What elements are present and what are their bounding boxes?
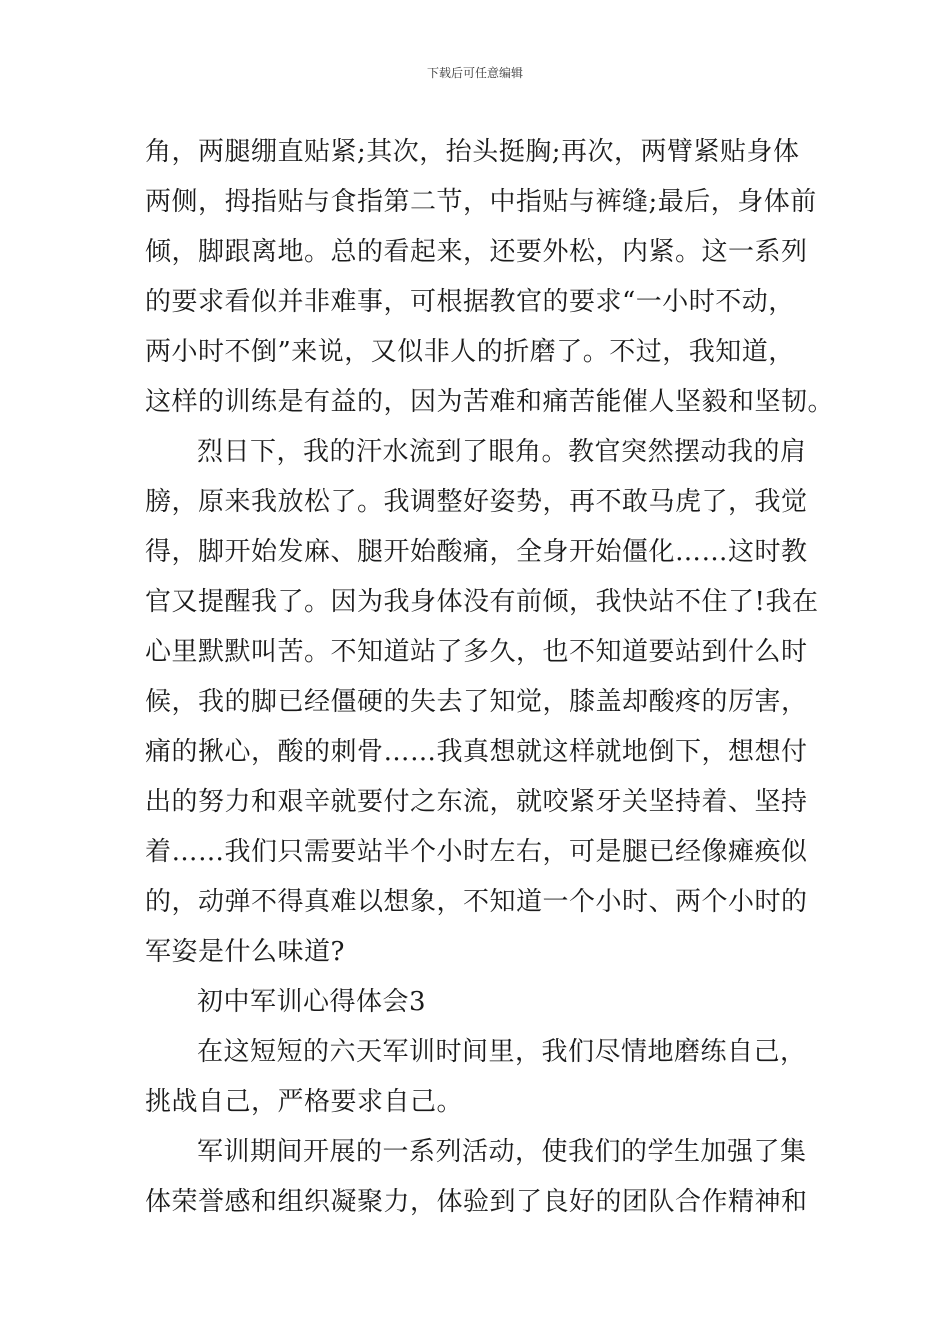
text-line: 倾，脚跟离地。总的看起来，还要外松，内紧。这一系列 (145, 237, 808, 267)
text-line: 这样的训练是有益的，因为苦难和痛苦能催人坚毅和坚韧。 (145, 387, 835, 417)
text-line: 出的努力和艰辛就要付之东流，就咬紧牙关坚持着、坚持 (145, 787, 808, 817)
paragraph-start-line: 在这短短的六天军训时间里，我们尽情地磨练自己， (197, 1037, 807, 1067)
text-line: 官又提醒我了。因为我身体没有前倾，我快站不住了!我在 (145, 587, 819, 617)
text-line: 得，脚开始发麻、腿开始酸痛，全身开始僵化……这时教 (145, 537, 808, 567)
text-line: 候，我的脚已经僵硬的失去了知觉，膝盖却酸疼的厉害， (145, 687, 808, 717)
text-line: 角，两腿绷直贴紧;其次，抬头挺胸;再次，两臂紧贴身体 (145, 137, 800, 167)
text-line: 痛的揪心，酸的刺骨……我真想就这样就地倒下，想想付 (145, 737, 808, 767)
page-header: 下载后可任意编辑 (426, 66, 523, 80)
text-line: 着……我们只需要站半个小时左右，可是腿已经像瘫痪似 (145, 837, 808, 867)
text-line: 的，动弹不得真难以想象，不知道一个小时、两个小时的 (145, 887, 808, 917)
paragraph-start-line: 军训期间开展的一系列活动，使我们的学生加强了集 (197, 1137, 807, 1167)
text-line: 的要求看似并非难事，可根据教官的要求“一小时不动， (145, 287, 795, 317)
text-line: 两小时不倒”来说，又似非人的折磨了。不过，我知道， (145, 337, 795, 367)
text-line: 两侧，拇指贴与食指第二节，中指贴与裤缝;最后，身体前 (145, 187, 817, 217)
text-line: 军姿是什么味道? (145, 937, 345, 967)
text-line: 膀，原来我放松了。我调整好姿势，再不敢马虎了，我觉 (145, 487, 808, 517)
section-heading: 初中军训心得体会3 (197, 987, 427, 1017)
paragraph-start-line: 烈日下，我的汗水流到了眼角。教官突然摆动我的肩 (197, 437, 807, 467)
text-line: 挑战自己，严格要求自己。 (145, 1087, 464, 1117)
text-line: 心里默默叫苦。不知道站了多久，也不知道要站到什么时 (145, 637, 808, 667)
body-text (145, 127, 835, 1227)
text-line: 体荣誉感和组织凝聚力，体验到了良好的团队合作精神和 (145, 1187, 808, 1217)
